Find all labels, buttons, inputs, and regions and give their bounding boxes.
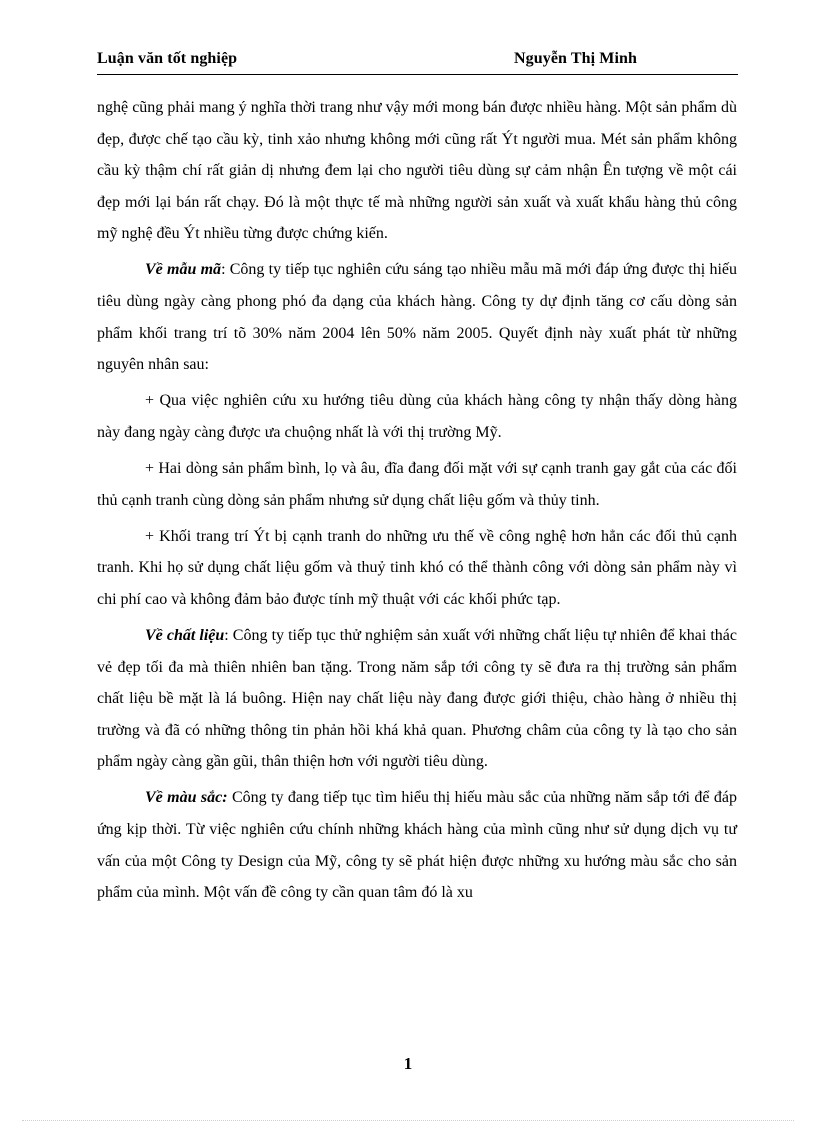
document-title: Luận văn tốt nghiệp <box>97 50 238 67</box>
document-body <box>97 92 737 909</box>
paragraph-text: : Công ty tiếp tục thử nghiệm sản xuất với những chất liệu tự nhiên để khai thác vẻ đẹp tối đa mà thiên nhiên ban tặng. Trong năm sắp tới công ty sẽ đưa ra thị trường sản phẩm chất liệu bề mặt là lá buông. Hiện nay chất liệu này đang được giới thiệu, chào hàng ở nhiều thị trường và đã có những thông tin phản hồi khá khả quan. Phương châm của công ty là tạo cho sản phẩm ngày càng gần gũi, thân thiện hơn với người tiêu dùng. <box>97 627 738 771</box>
paragraph-lead: Về mẫu mã <box>145 261 222 279</box>
paragraph-material <box>97 620 737 778</box>
paragraph-lead: Về màu sắc: <box>145 789 228 807</box>
paragraph-text: Công ty đang tiếp tục tìm hiểu thị hiếu màu sắc của những năm sắp tới để đáp ứng kịp thời. Từ việc nghiên cứu chính những khách hàng của mình cũng như sử dụng dịch vụ tư vấn của một Công ty Design của Mỹ, công ty sẽ phát hiện được những xu hướng màu sắc cho sản phẩm của mình. Một vấn đề công ty cần quan tâm đó là xu <box>97 789 737 902</box>
paragraph-text: + Qua việc nghiên cứu xu hướng tiêu dùng của khách hàng công ty nhận thấy dòng hàng này đang ngày càng được ưa chuộng nhất là với thị trường Mỹ. <box>97 392 737 441</box>
page-bottom-edge <box>22 1120 794 1121</box>
paragraph-text: + Hai dòng sản phẩm bình, lọ và âu, đĩa đang đối mặt với sự cạnh tranh gay gắt của các đối thủ cạnh tranh cùng dòng sản phẩm nhưng sử dụng chất liệu gốm và thủy tinh. <box>97 460 737 509</box>
paragraph-text: + Khối trang trí Ýt bị cạnh tranh do những ưu thế về công nghệ hơn hẳn các đối thủ cạnh tranh. Khi họ sử dụng chất liệu gốm và thuỷ tinh khó có thể thành công với dòng sản phẩm này vì chi phí cao và không đảm bảo được tính mỹ thuật với các khối phức tạp. <box>97 527 737 608</box>
author-name: Nguyễn Thị Minh <box>514 50 638 67</box>
paragraph-reason-1 <box>97 385 737 448</box>
page-number: 1 <box>403 1054 413 1073</box>
paragraph-text: nghệ cũng phải mang ý nghĩa thời trang như vậy mới mong bán được nhiều hàng. Một sản phẩm dù đẹp, được chế tạo cầu kỳ, tinh xảo nhưng không mới cũng rất Ýt người mua. Mét sản phẩm không cầu kỳ thậm chí rất giản dị nhưng đem lại cho người tiêu dùng sự cảm nhận Ên tượng về một cái đẹp mới lại bán rất chạy. Đó là một thực tế mà những người sản xuất và xuất khẩu hàng thủ công mỹ nghệ đều Ýt nhiều từng được chứng kiến. <box>97 99 737 243</box>
paragraph-color <box>97 782 737 908</box>
paragraph-continuation <box>97 92 737 250</box>
paragraph-text: : Công ty tiếp tục nghiên cứu sáng tạo nhiều mẫu mã mới đáp ứng được thị hiếu tiêu dùng ngày càng phong phó đa dạng của khách hàng. Công ty dự định tăng cơ cấu dòng sản phẩm khối trang trí tõ 30% năm 2004 lên 50% năm 2005. Quyết định này xuất phát từ những nguyên nhân sau: <box>97 261 738 374</box>
paragraph-reason-3 <box>97 521 737 616</box>
paragraph-lead: Về chất liệu <box>145 627 225 644</box>
paragraph-reason-2 <box>97 453 737 516</box>
page-header <box>97 48 738 75</box>
paragraph-design <box>97 254 737 380</box>
